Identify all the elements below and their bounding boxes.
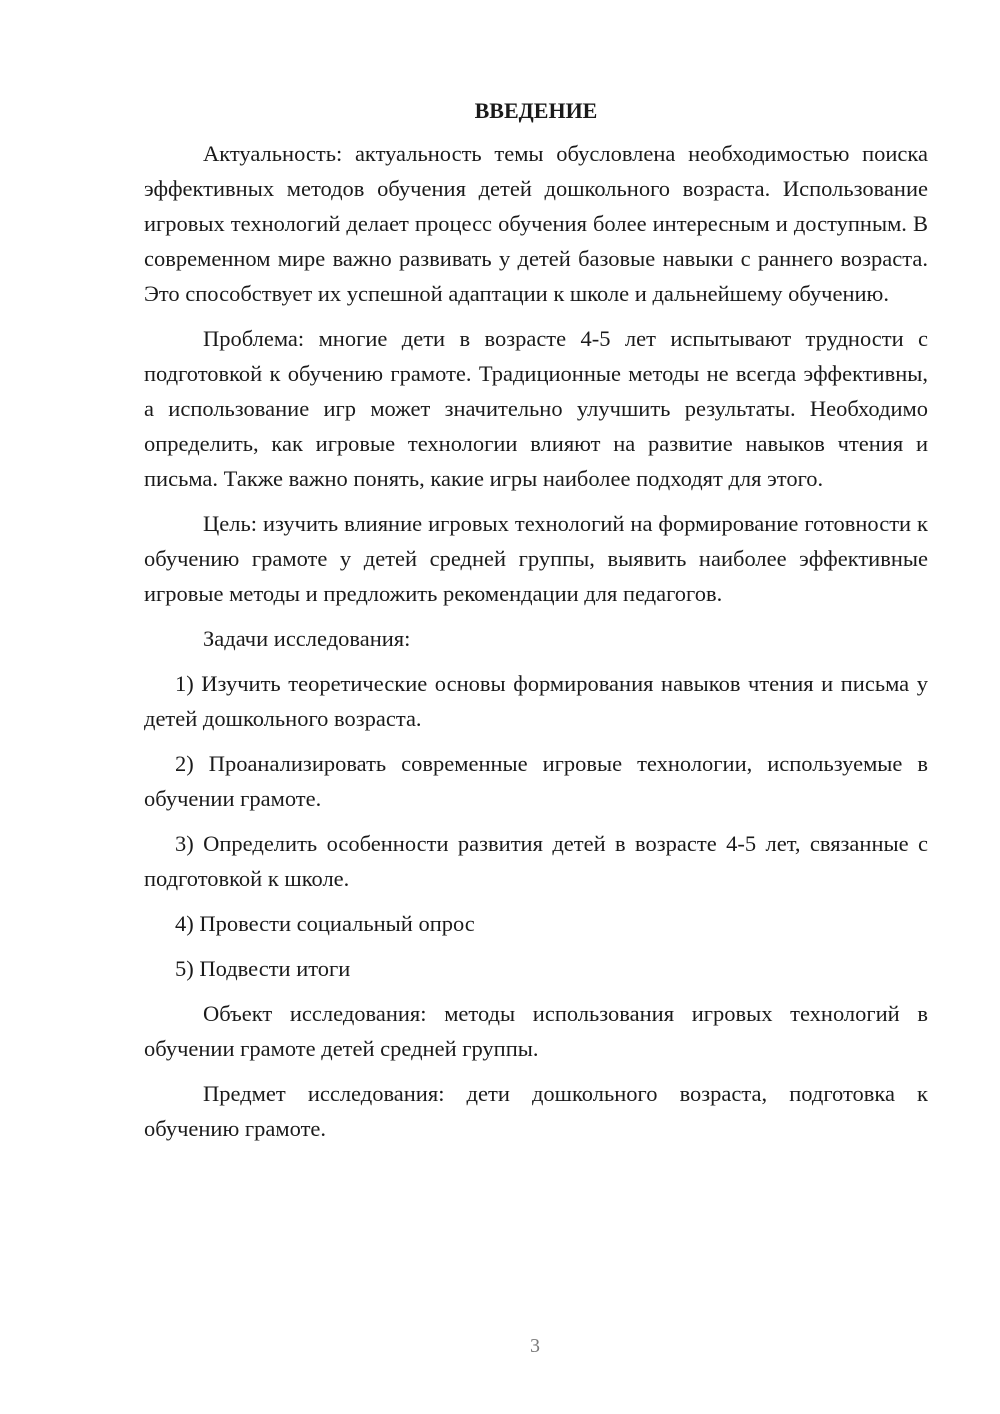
goal-paragraph: Цель: изучить влияние игровых технологий на формирование готовности к обучению грамоте у детей средней группы, выявить наиболее эффективные игровые методы и предложить рекомендации для педагогов.: [144, 511, 928, 606]
relevance-paragraph: Актуальность: актуальность темы обусловлена необходимостью поиска эффективных методов обучения детей дошкольного возраста. Использование игровых технологий делает процесс обучения более интересным и доступным. В современном мире важно развивать у детей базовые навыки с раннего возраста. Это способствует их успешной адаптации к школе и дальнейшему обучению.: [144, 141, 928, 306]
page-title: ВВЕДЕНИЕ: [474, 98, 598, 123]
tasks-heading: Задачи исследования:: [203, 626, 411, 651]
task-list-item: 4) Провести социальный опрос: [175, 911, 475, 936]
task-list-item: 3) Определить особенности развития детей в возрасте 4-5 лет, связанные с подготовкой к школе.: [144, 831, 928, 891]
problem-paragraph: Проблема: многие дети в возрасте 4-5 лет испытывают трудности с подготовкой к обучению грамоте. Традиционные методы не всегда эффективны, а использование игр может значительно улучшить результаты. Необходимо определить, как игровые технологии влияют на развитие навыков чтения и письма. Также важно понять, какие игры наиболее подходят для этого.: [144, 326, 928, 491]
page-number: 3: [530, 1335, 540, 1357]
subject-paragraph: Предмет исследования: дети дошкольного возраста, подготовка к обучению грамоте.: [144, 1081, 928, 1141]
task-list-item: 1) Изучить теоретические основы формирования навыков чтения и письма у детей дошкольного возраста.: [144, 671, 928, 731]
object-paragraph: Объект исследования: методы использования игровых технологий в обучении грамоте детей средней группы.: [144, 1001, 928, 1061]
page-content: [144, 96, 928, 1156]
task-list-item: 5) Подвести итоги: [175, 956, 351, 981]
task-list-item: 2) Проанализировать современные игровые технологии, используемые в обучении грамоте.: [144, 751, 928, 811]
